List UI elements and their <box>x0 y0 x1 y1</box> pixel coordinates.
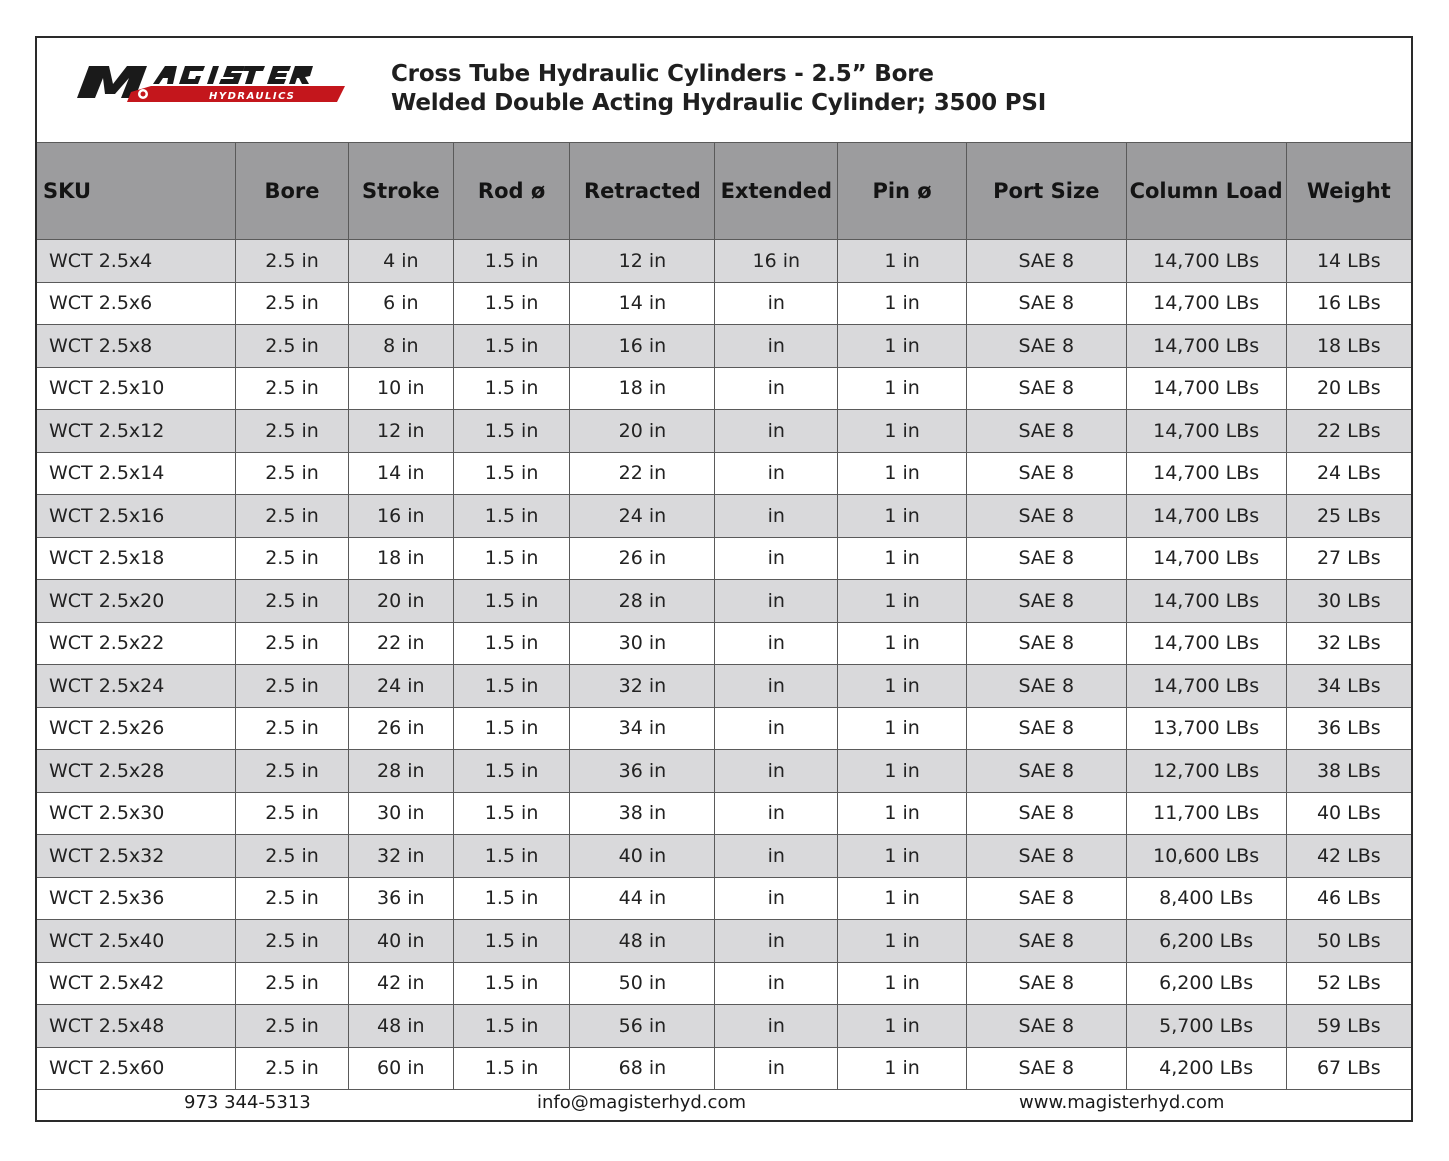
table-cell: 2.5 in <box>236 580 349 623</box>
table-cell: 12 in <box>348 410 453 453</box>
table-cell: 34 LBs <box>1286 665 1411 708</box>
table-cell: 1 in <box>838 452 967 495</box>
table-cell: 24 in <box>570 495 715 538</box>
table-cell: 40 in <box>348 920 453 963</box>
table-cell: 25 LBs <box>1286 495 1411 538</box>
table-cell: 8,400 LBs <box>1126 877 1286 920</box>
table-cell: WCT 2.5x4 <box>37 240 236 283</box>
table-cell: 27 LBs <box>1286 537 1411 580</box>
table-cell: 1 in <box>838 962 967 1005</box>
table-cell: SAE 8 <box>966 1047 1126 1090</box>
column-header: Column Load <box>1126 143 1286 240</box>
table-row <box>37 1047 1411 1090</box>
table-cell: 50 LBs <box>1286 920 1411 963</box>
table-cell: 56 in <box>570 1005 715 1048</box>
table-cell: 14 LBs <box>1286 240 1411 283</box>
table-row <box>37 665 1411 708</box>
table-cell: in <box>715 452 838 495</box>
table-cell: 2.5 in <box>236 665 349 708</box>
table-cell: 14,700 LBs <box>1126 240 1286 283</box>
table-row <box>37 282 1411 325</box>
table-cell: 32 in <box>348 835 453 878</box>
table-cell: 18 in <box>348 537 453 580</box>
table-cell: 14,700 LBs <box>1126 537 1286 580</box>
page-subtitle: Welded Double Acting Hydraulic Cylinder; 3500 PSI <box>391 90 1047 116</box>
title-block <box>391 60 1046 118</box>
website-link[interactable]: www.magisterhyd.com <box>1019 1092 1225 1113</box>
table-cell: 1 in <box>838 750 967 793</box>
table-cell: 1.5 in <box>453 962 570 1005</box>
table-cell: WCT 2.5x32 <box>37 835 236 878</box>
table-cell: SAE 8 <box>966 410 1126 453</box>
table-cell: in <box>715 580 838 623</box>
table-cell: 2.5 in <box>236 877 349 920</box>
table-row <box>37 962 1411 1005</box>
table-cell: 26 in <box>348 707 453 750</box>
table-cell: 52 LBs <box>1286 962 1411 1005</box>
table-cell: 36 LBs <box>1286 707 1411 750</box>
table-cell: 1 in <box>838 367 967 410</box>
table-cell: 10 in <box>348 367 453 410</box>
table-cell: 14,700 LBs <box>1126 410 1286 453</box>
column-header: Stroke <box>348 143 453 240</box>
table-cell: in <box>715 282 838 325</box>
table-cell: 28 in <box>348 750 453 793</box>
table-cell: 14 in <box>570 282 715 325</box>
phone-number: 973 344-5313 <box>184 1092 311 1113</box>
table-cell: 13,700 LBs <box>1126 707 1286 750</box>
table-cell: 20 in <box>570 410 715 453</box>
table-cell: 59 LBs <box>1286 1005 1411 1048</box>
table-cell: in <box>715 792 838 835</box>
table-cell: 1.5 in <box>453 495 570 538</box>
table-cell: SAE 8 <box>966 835 1126 878</box>
table-cell: 14 in <box>348 452 453 495</box>
table-cell: 2.5 in <box>236 792 349 835</box>
table-cell: 1.5 in <box>453 367 570 410</box>
table-cell: 60 in <box>348 1047 453 1090</box>
table-cell: 1 in <box>838 325 967 368</box>
table-cell: WCT 2.5x22 <box>37 622 236 665</box>
table-cell: 1 in <box>838 835 967 878</box>
table-cell: 1 in <box>838 1047 967 1090</box>
table-cell: in <box>715 707 838 750</box>
table-cell: 42 in <box>348 962 453 1005</box>
cylinder-spec-table <box>37 142 1411 1090</box>
table-cell: WCT 2.5x48 <box>37 1005 236 1048</box>
column-header: Weight <box>1286 143 1411 240</box>
table-row <box>37 410 1411 453</box>
table-cell: 16 in <box>570 325 715 368</box>
table-cell: 1.5 in <box>453 1005 570 1048</box>
table-cell: 26 in <box>570 537 715 580</box>
table-body <box>37 240 1411 1090</box>
table-cell: 24 in <box>348 665 453 708</box>
table-cell: SAE 8 <box>966 537 1126 580</box>
table-row <box>37 580 1411 623</box>
table-cell: 2.5 in <box>236 750 349 793</box>
table-cell: 2.5 in <box>236 835 349 878</box>
table-cell: 1.5 in <box>453 750 570 793</box>
table-cell: 1 in <box>838 707 967 750</box>
table-cell: 2.5 in <box>236 962 349 1005</box>
table-row <box>37 707 1411 750</box>
column-header: Extended <box>715 143 838 240</box>
table-cell: 10,600 LBs <box>1126 835 1286 878</box>
table-cell: 1.5 in <box>453 580 570 623</box>
table-cell: 22 in <box>570 452 715 495</box>
table-cell: 22 LBs <box>1286 410 1411 453</box>
table-cell: SAE 8 <box>966 707 1126 750</box>
table-cell: 1 in <box>838 920 967 963</box>
table-cell: WCT 2.5x26 <box>37 707 236 750</box>
table-cell: in <box>715 665 838 708</box>
table-cell: WCT 2.5x12 <box>37 410 236 453</box>
table-cell: 18 LBs <box>1286 325 1411 368</box>
table-cell: 30 LBs <box>1286 580 1411 623</box>
table-cell: 1 in <box>838 792 967 835</box>
table-row <box>37 877 1411 920</box>
table-header-row <box>37 143 1411 240</box>
page-title: Cross Tube Hydraulic Cylinders - 2.5” Bore <box>391 61 934 87</box>
table-cell: 1.5 in <box>453 1047 570 1090</box>
table-cell: 24 LBs <box>1286 452 1411 495</box>
table-cell: 2.5 in <box>236 707 349 750</box>
table-cell: 12 in <box>570 240 715 283</box>
table-cell: in <box>715 537 838 580</box>
table-cell: 5,700 LBs <box>1126 1005 1286 1048</box>
table-cell: 14,700 LBs <box>1126 325 1286 368</box>
table-cell: 1 in <box>838 622 967 665</box>
table-cell: 32 LBs <box>1286 622 1411 665</box>
table-cell: 42 LBs <box>1286 835 1411 878</box>
table-cell: SAE 8 <box>966 325 1126 368</box>
table-cell: 46 LBs <box>1286 877 1411 920</box>
table-cell: WCT 2.5x42 <box>37 962 236 1005</box>
table-cell: 2.5 in <box>236 1047 349 1090</box>
table-cell: in <box>715 920 838 963</box>
table-cell: 48 in <box>348 1005 453 1048</box>
table-cell: SAE 8 <box>966 367 1126 410</box>
table-cell: 1.5 in <box>453 665 570 708</box>
table-cell: in <box>715 495 838 538</box>
table-cell: 12,700 LBs <box>1126 750 1286 793</box>
table-cell: 1.5 in <box>453 792 570 835</box>
table-cell: SAE 8 <box>966 1005 1126 1048</box>
table-cell: 18 in <box>570 367 715 410</box>
table-cell: 11,700 LBs <box>1126 792 1286 835</box>
table-cell: 34 in <box>570 707 715 750</box>
table-cell: SAE 8 <box>966 452 1126 495</box>
table-row <box>37 1005 1411 1048</box>
table-cell: WCT 2.5x28 <box>37 750 236 793</box>
table-row <box>37 495 1411 538</box>
column-header: Pin ø <box>838 143 967 240</box>
table-cell: 50 in <box>570 962 715 1005</box>
table-cell: WCT 2.5x16 <box>37 495 236 538</box>
table-cell: 1.5 in <box>453 622 570 665</box>
table-cell: SAE 8 <box>966 240 1126 283</box>
table-cell: WCT 2.5x24 <box>37 665 236 708</box>
table-cell: 30 in <box>570 622 715 665</box>
table-cell: 1.5 in <box>453 920 570 963</box>
table-cell: 40 LBs <box>1286 792 1411 835</box>
table-cell: 30 in <box>348 792 453 835</box>
table-cell: 6,200 LBs <box>1126 962 1286 1005</box>
table-cell: 36 in <box>348 877 453 920</box>
table-cell: 14,700 LBs <box>1126 665 1286 708</box>
table-cell: 14,700 LBs <box>1126 282 1286 325</box>
table-cell: in <box>715 877 838 920</box>
table-cell: SAE 8 <box>966 750 1126 793</box>
table-cell: SAE 8 <box>966 877 1126 920</box>
table-row <box>37 537 1411 580</box>
table-cell: in <box>715 367 838 410</box>
table-cell: 20 in <box>348 580 453 623</box>
table-cell: in <box>715 1005 838 1048</box>
table-cell: SAE 8 <box>966 792 1126 835</box>
table-cell: 4,200 LBs <box>1126 1047 1286 1090</box>
table-cell: in <box>715 962 838 1005</box>
table-cell: SAE 8 <box>966 920 1126 963</box>
table-cell: 16 LBs <box>1286 282 1411 325</box>
spec-sheet <box>35 36 1413 1122</box>
table-cell: SAE 8 <box>966 580 1126 623</box>
table-cell: 1.5 in <box>453 240 570 283</box>
table-cell: 2.5 in <box>236 920 349 963</box>
table-row <box>37 792 1411 835</box>
table-cell: 2.5 in <box>236 367 349 410</box>
table-row <box>37 622 1411 665</box>
table-cell: 1.5 in <box>453 325 570 368</box>
column-header: Bore <box>236 143 349 240</box>
table-cell: 6,200 LBs <box>1126 920 1286 963</box>
table-cell: 2.5 in <box>236 537 349 580</box>
email-address[interactable]: info@magisterhyd.com <box>537 1092 746 1113</box>
table-row <box>37 452 1411 495</box>
table-cell: in <box>715 835 838 878</box>
table-cell: 1.5 in <box>453 282 570 325</box>
table-cell: 1 in <box>838 410 967 453</box>
table-cell: 1.5 in <box>453 410 570 453</box>
column-header: SKU <box>37 143 236 240</box>
table-cell: 1.5 in <box>453 835 570 878</box>
sheet-header <box>37 38 1411 142</box>
table-cell: 1 in <box>838 240 967 283</box>
table-cell: WCT 2.5x18 <box>37 537 236 580</box>
table-cell: 14,700 LBs <box>1126 622 1286 665</box>
table-cell: 36 in <box>570 750 715 793</box>
table-cell: 20 LBs <box>1286 367 1411 410</box>
table-cell: 1 in <box>838 877 967 920</box>
table-cell: 1 in <box>838 495 967 538</box>
column-header: Retracted <box>570 143 715 240</box>
table-cell: in <box>715 622 838 665</box>
table-cell: WCT 2.5x36 <box>37 877 236 920</box>
table-cell: 1 in <box>838 580 967 623</box>
table-cell: 1 in <box>838 665 967 708</box>
table-cell: 14,700 LBs <box>1126 367 1286 410</box>
table-cell: 14,700 LBs <box>1126 495 1286 538</box>
table-row <box>37 750 1411 793</box>
table-cell: in <box>715 410 838 453</box>
table-cell: 1.5 in <box>453 877 570 920</box>
table-cell: 2.5 in <box>236 622 349 665</box>
table-cell: WCT 2.5x10 <box>37 367 236 410</box>
table-cell: 8 in <box>348 325 453 368</box>
table-cell: SAE 8 <box>966 962 1126 1005</box>
table-cell: WCT 2.5x20 <box>37 580 236 623</box>
table-cell: WCT 2.5x6 <box>37 282 236 325</box>
table-cell: 40 in <box>570 835 715 878</box>
table-cell: 2.5 in <box>236 410 349 453</box>
table-cell: 6 in <box>348 282 453 325</box>
table-row <box>37 920 1411 963</box>
table-cell: 1.5 in <box>453 537 570 580</box>
table-cell: 1.5 in <box>453 707 570 750</box>
table-cell: 28 in <box>570 580 715 623</box>
table-cell: 1 in <box>838 537 967 580</box>
column-header: Port Size <box>966 143 1126 240</box>
table-cell: 44 in <box>570 877 715 920</box>
table-cell: 2.5 in <box>236 240 349 283</box>
table-cell: in <box>715 325 838 368</box>
contact-footer <box>37 1087 1411 1120</box>
table-cell: SAE 8 <box>966 495 1126 538</box>
table-cell: SAE 8 <box>966 665 1126 708</box>
column-header: Rod ø <box>453 143 570 240</box>
table-cell: 2.5 in <box>236 325 349 368</box>
table-cell: 38 in <box>570 792 715 835</box>
magister-hydraulics-logo <box>69 62 353 106</box>
table-cell: 2.5 in <box>236 495 349 538</box>
table-cell: SAE 8 <box>966 282 1126 325</box>
table-cell: 48 in <box>570 920 715 963</box>
table-row <box>37 367 1411 410</box>
table-cell: 2.5 in <box>236 282 349 325</box>
table-row <box>37 325 1411 368</box>
table-cell: 2.5 in <box>236 1005 349 1048</box>
table-cell: 16 in <box>715 240 838 283</box>
table-cell: WCT 2.5x60 <box>37 1047 236 1090</box>
table-cell: 1 in <box>838 282 967 325</box>
table-cell: WCT 2.5x30 <box>37 792 236 835</box>
table-cell: 32 in <box>570 665 715 708</box>
table-cell: 16 in <box>348 495 453 538</box>
table-cell: WCT 2.5x8 <box>37 325 236 368</box>
table-cell: 68 in <box>570 1047 715 1090</box>
table-cell: WCT 2.5x40 <box>37 920 236 963</box>
table-row <box>37 835 1411 878</box>
table-cell: in <box>715 750 838 793</box>
table-cell: WCT 2.5x14 <box>37 452 236 495</box>
table-cell: 2.5 in <box>236 452 349 495</box>
table-cell: 4 in <box>348 240 453 283</box>
table-cell: 1.5 in <box>453 452 570 495</box>
table-cell: 38 LBs <box>1286 750 1411 793</box>
table-row <box>37 240 1411 283</box>
table-cell: 14,700 LBs <box>1126 580 1286 623</box>
table-cell: 1 in <box>838 1005 967 1048</box>
table-cell: 22 in <box>348 622 453 665</box>
table-cell: in <box>715 1047 838 1090</box>
table-cell: 67 LBs <box>1286 1047 1411 1090</box>
table-cell: SAE 8 <box>966 622 1126 665</box>
svg-text:HYDRAULICS: HYDRAULICS <box>209 91 296 102</box>
table-cell: 14,700 LBs <box>1126 452 1286 495</box>
